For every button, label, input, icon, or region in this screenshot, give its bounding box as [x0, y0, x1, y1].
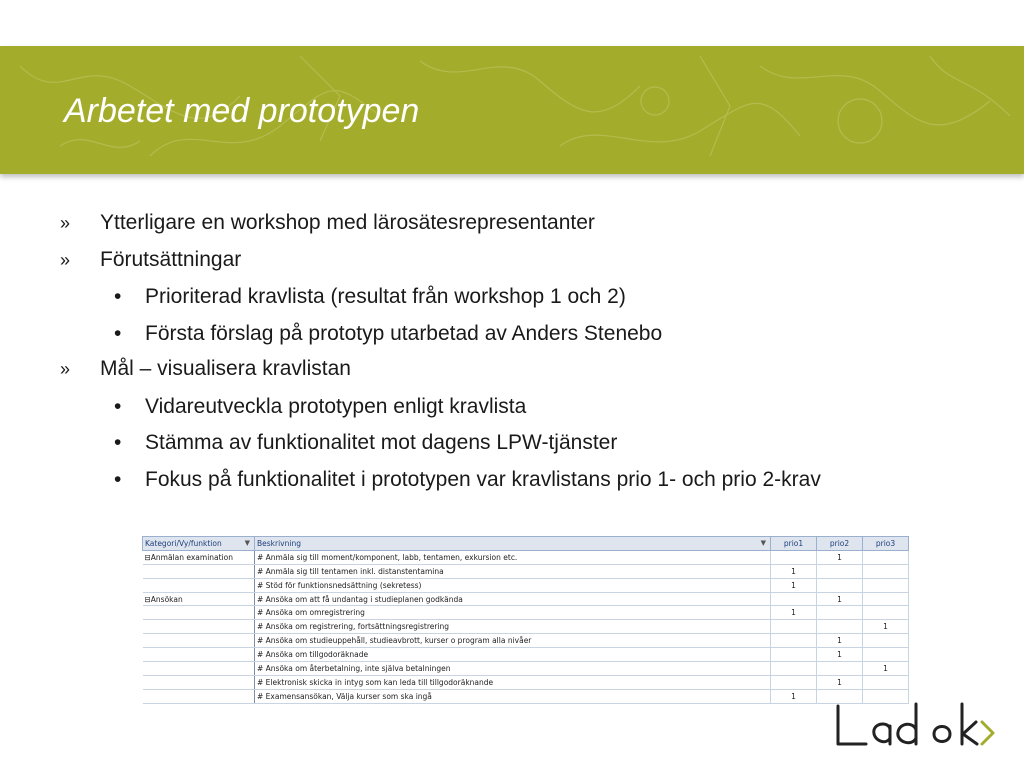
prio2-cell: [817, 564, 863, 578]
category-cell: [143, 578, 255, 592]
prio1-cell: [771, 662, 817, 676]
prio2-cell: [817, 662, 863, 676]
column-header-label: Beskrivning: [257, 538, 301, 548]
prio1-cell: [771, 592, 817, 606]
prio3-cell: [863, 592, 909, 606]
prio3-cell: [863, 606, 909, 620]
bullet-text: Förutsättningar: [100, 247, 242, 271]
ladok-logo: [832, 700, 997, 752]
sub-bullet-item: [60, 284, 960, 309]
bullet-item: [60, 351, 960, 388]
prio2-cell: 1: [817, 648, 863, 662]
table-row: [143, 606, 909, 620]
table-row: [143, 550, 909, 564]
bullet-text: Fokus på funktionalitet i prototypen var kravlistans prio 1- och prio 2-krav: [145, 467, 821, 491]
prio2-cell: 1: [817, 634, 863, 648]
bullet-list: [60, 205, 960, 503]
category-cell: [143, 634, 255, 648]
table-row: [143, 592, 909, 606]
bullet-text: Ytterligare en workshop med lärosätesrepresentanter: [100, 211, 595, 234]
category-cell: [143, 675, 255, 689]
category-cell: [143, 620, 255, 634]
category-cell: ⊟Anmälan examination: [143, 550, 255, 564]
sub-bullet-item: [60, 321, 960, 346]
bullet-item: [60, 242, 960, 279]
prio1-cell: 1: [771, 578, 817, 592]
prio1-cell: 1: [771, 689, 817, 703]
category-cell: [143, 606, 255, 620]
column-header-description[interactable]: [255, 537, 771, 551]
slide-title: Arbetet med prototypen: [64, 92, 420, 130]
column-header-category[interactable]: [143, 537, 255, 551]
table-row: [143, 662, 909, 676]
prio3-cell: [863, 564, 909, 578]
category-cell: [143, 648, 255, 662]
bullet-text: Stämma av funktionalitet mot dagens LPW-tjänster: [145, 431, 618, 454]
sub-bullet-item: [60, 430, 960, 455]
prio3-cell: [863, 648, 909, 662]
description-cell: # Ansöka om tillgodoräknade: [255, 648, 771, 662]
column-header-prio2[interactable]: prio2: [817, 537, 863, 551]
prio1-cell: 1: [771, 564, 817, 578]
filter-dropdown-icon[interactable]: ▼: [760, 538, 766, 547]
bullet-marker: »: [60, 249, 71, 270]
description-cell: # Examensansökan, Välja kurser som ska ingå: [255, 689, 771, 703]
sub-bullet-item: [60, 467, 960, 492]
bullet-text: Prioriterad kravlista (resultat från workshop 1 och 2): [145, 285, 626, 308]
prio3-cell: 1: [863, 620, 909, 634]
table-row: [143, 564, 909, 578]
prio3-cell: [863, 578, 909, 592]
table-header-row: [143, 537, 909, 551]
prio2-cell: [817, 578, 863, 592]
bullet-marker: •: [114, 467, 122, 491]
prio1-cell: 1: [771, 606, 817, 620]
bullet-marker: »: [60, 359, 71, 379]
prio3-cell: [863, 675, 909, 689]
description-cell: # Stöd för funktionsnedsättning (sekretess): [255, 578, 771, 592]
description-cell: # Ansöka om omregistrering: [255, 606, 771, 620]
table-row: [143, 675, 909, 689]
prio1-cell: [771, 648, 817, 662]
category-cell: [143, 564, 255, 578]
prio3-cell: [863, 550, 909, 564]
description-cell: # Anmäla sig till moment/komponent, labb, tentamen, exkursion etc.: [255, 550, 771, 564]
prio1-cell: [771, 620, 817, 634]
filter-dropdown-icon[interactable]: ▼: [244, 538, 250, 547]
ladok-logo-mark: [832, 700, 997, 752]
column-header-prio3[interactable]: prio3: [863, 537, 909, 551]
sub-bullet-item: [60, 394, 960, 419]
column-header-prio1[interactable]: prio1: [771, 537, 817, 551]
table-row: [143, 648, 909, 662]
description-cell: # Ansöka om att få undantag i studieplanen godkända: [255, 592, 771, 606]
description-cell: # Ansöka om studieuppehåll, studieavbrott, kurser o program alla nivåer: [255, 634, 771, 648]
table-row: [143, 578, 909, 592]
bullet-marker: •: [114, 431, 122, 454]
prio2-cell: [817, 620, 863, 634]
bullet-item: [60, 205, 960, 242]
description-cell: # Ansöka om registrering, fortsättningsregistrering: [255, 620, 771, 634]
category-cell: [143, 662, 255, 676]
bullet-marker: •: [114, 285, 122, 308]
table-row: [143, 689, 909, 703]
prio3-cell: 1: [863, 662, 909, 676]
prio2-cell: 1: [817, 592, 863, 606]
prio2-cell: [817, 606, 863, 620]
bullet-marker: •: [114, 321, 122, 345]
prio1-cell: [771, 550, 817, 564]
table-row: [143, 620, 909, 634]
title-banner: [0, 46, 1024, 174]
prio3-cell: [863, 634, 909, 648]
prio1-cell: [771, 675, 817, 689]
description-cell: # Anmäla sig till tentamen inkl. distanstentamina: [255, 564, 771, 578]
requirements-table: [142, 536, 908, 701]
bullet-marker: •: [114, 394, 122, 418]
bullet-text: Första förslag på prototyp utarbetad av Anders Stenebo: [145, 321, 663, 345]
table-row: [143, 634, 909, 648]
description-cell: # Ansöka om återbetalning, inte själva betalningen: [255, 662, 771, 676]
prio2-cell: 1: [817, 675, 863, 689]
category-cell: [143, 689, 255, 703]
bullet-text: Vidareutveckla prototypen enligt kravlista: [145, 394, 527, 418]
prio1-cell: [771, 634, 817, 648]
bullet-text: Mål – visualisera kravlistan: [100, 357, 351, 380]
bullet-marker: »: [60, 213, 71, 233]
description-cell: # Elektronisk skicka in intyg som kan leda till tillgodoräknande: [255, 675, 771, 689]
column-header-label: Kategori/Vy/funktion: [145, 538, 222, 548]
prio2-cell: 1: [817, 550, 863, 564]
category-cell: ⊟Ansökan: [143, 592, 255, 606]
